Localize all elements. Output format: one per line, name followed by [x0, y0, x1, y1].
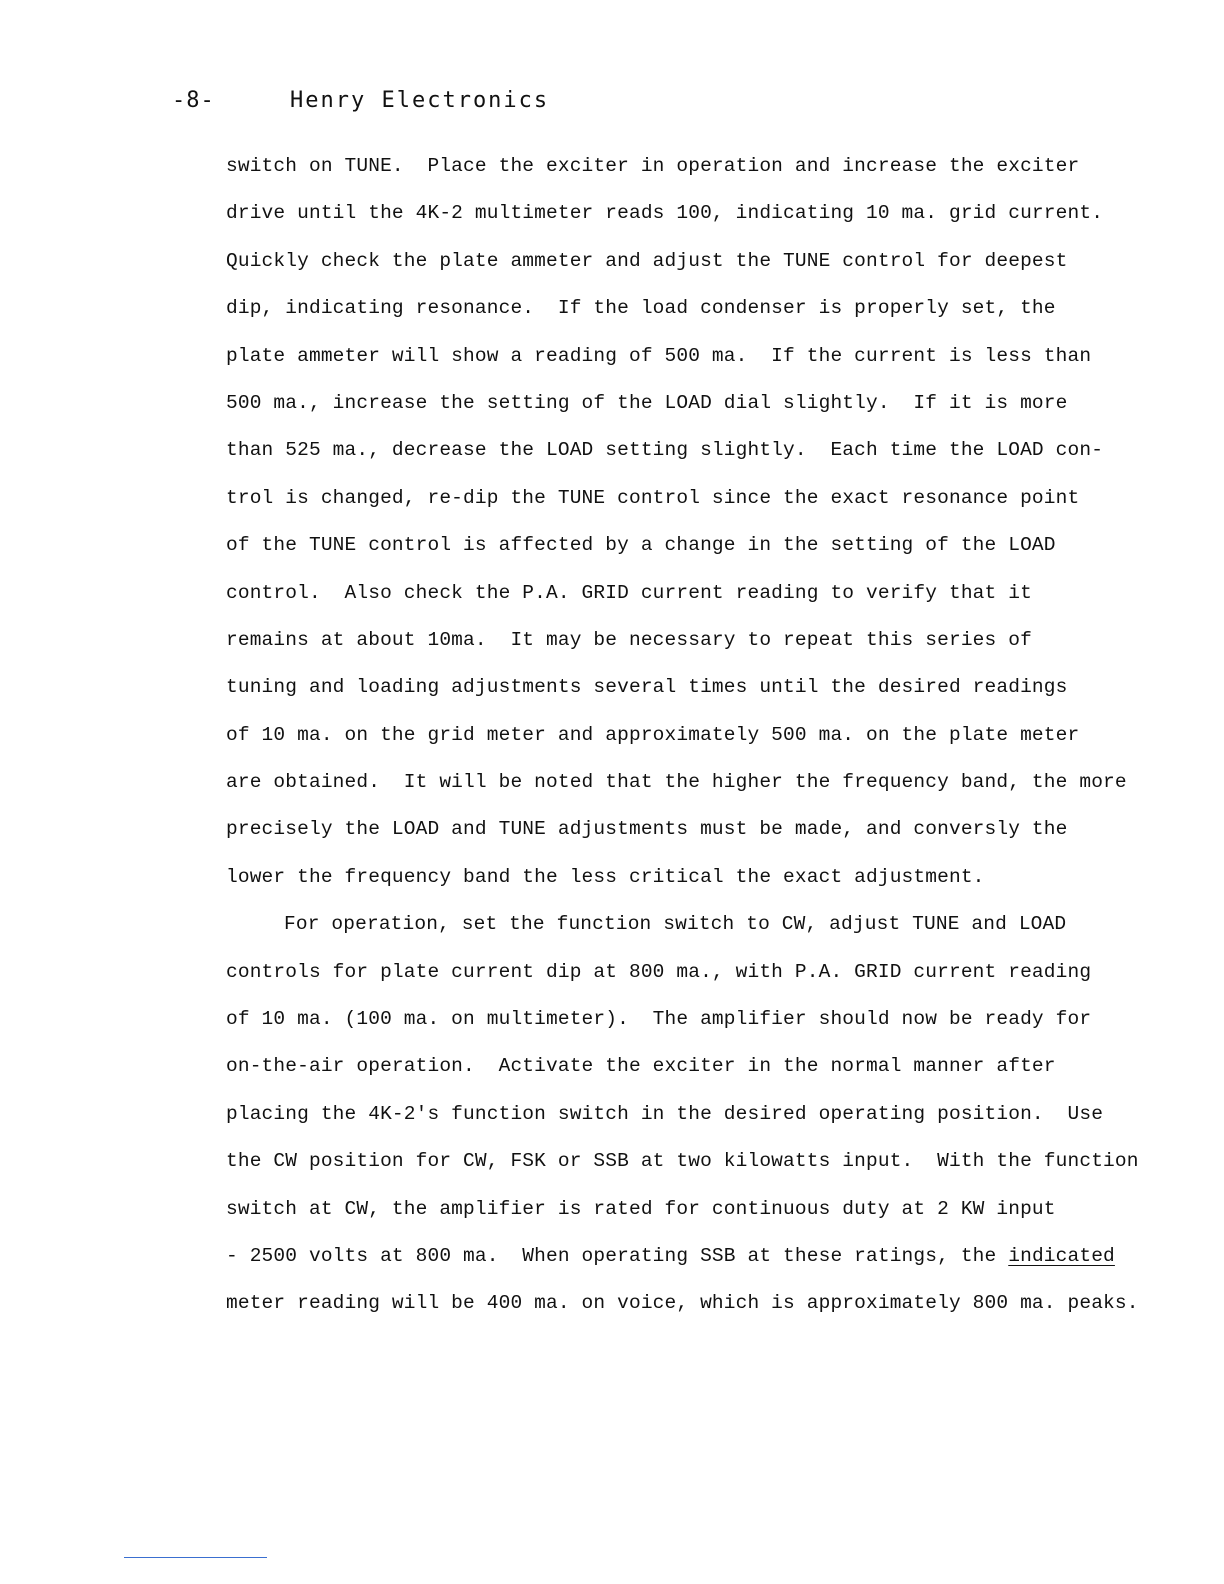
text-line: are obtained. It will be noted that the higher the frequency band, the more	[226, 771, 1127, 794]
text-line: than 525 ma., decrease the LOAD setting slightly. Each time the LOAD con-	[226, 439, 1104, 462]
text-line: trol is changed, re-dip the TUNE control since the exact resonance point	[226, 486, 1080, 509]
text-line: on-the-air operation. Activate the exciter in the normal manner after	[226, 1055, 1056, 1078]
text-line: precisely the LOAD and TUNE adjustments must be made, and conversly the	[226, 818, 1068, 841]
text-line: the CW position for CW, FSK or SSB at two kilowatts input. With the function	[226, 1150, 1139, 1173]
document-body	[226, 150, 1186, 1335]
text-line: of 10 ma. (100 ma. on multimeter). The amplifier should now be ready for	[226, 1008, 1092, 1031]
paragraph-tuning	[226, 150, 1186, 908]
text-line	[226, 1240, 1186, 1287]
text-line: Quickly check the plate ammeter and adjust the TUNE control for deepest	[226, 249, 1068, 272]
page-header	[172, 88, 549, 113]
text-line: switch at CW, the amplifier is rated for continuous duty at 2 KW input	[226, 1197, 1056, 1220]
text-line: For operation, set the function switch to CW, adjust TUNE and LOAD	[284, 913, 1067, 936]
text-line: of 10 ma. on the grid meter and approximately 500 ma. on the plate meter	[226, 723, 1080, 746]
text-line: controls for plate current dip at 800 ma., with P.A. GRID current reading	[226, 960, 1092, 983]
text-line: placing the 4K-2's function switch in the desired operating position. Use	[226, 1102, 1104, 1125]
text-line: dip, indicating resonance. If the load condenser is properly set, the	[226, 297, 1056, 320]
company-name: Henry Electronics	[290, 88, 550, 113]
text-line: remains at about 10ma. It may be necessary to repeat this series of	[226, 628, 1032, 651]
text-line: lower the frequency band the less critical the exact adjustment.	[226, 865, 985, 888]
text-line: drive until the 4K-2 multimeter reads 100, indicating 10 ma. grid current.	[226, 202, 1104, 225]
text-line: 500 ma., increase the setting of the LOAD dial slightly. If it is more	[226, 391, 1068, 414]
text-line: meter reading will be 400 ma. on voice, which is approximately 800 ma. peaks.	[226, 1292, 1139, 1315]
text-line: plate ammeter will show a reading of 500 ma. If the current is less than	[226, 344, 1092, 367]
paragraph-operation	[226, 908, 1186, 1335]
footnote-divider	[124, 1557, 267, 1558]
underlined-word: indicated	[1008, 1244, 1115, 1267]
page-number: -8-	[172, 88, 215, 113]
text-line: control. Also check the P.A. GRID current reading to verify that it	[226, 581, 1032, 604]
text-line: switch on TUNE. Place the exciter in operation and increase the exciter	[226, 155, 1080, 177]
text-line: of the TUNE control is affected by a change in the setting of the LOAD	[226, 534, 1056, 557]
text-line: tuning and loading adjustments several times until the desired readings	[226, 676, 1068, 699]
text-segment: - 2500 volts at 800 ma. When operating SSB at these ratings, the	[226, 1244, 1009, 1267]
